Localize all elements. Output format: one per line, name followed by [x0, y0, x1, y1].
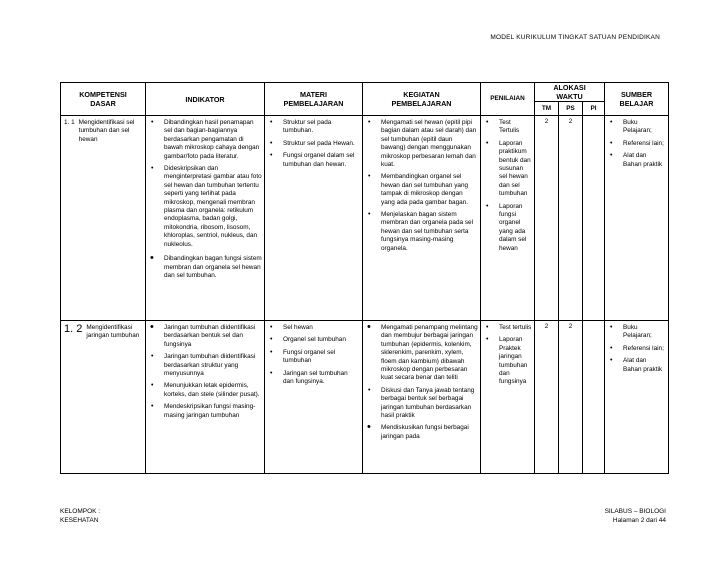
list-item: • Dideskripsikan dan menginterpretasi gambar atau foto sel hewan dan tumbuhan tertentu seperti yang terlihat pada mikroskop, mengenali membran plasma dan organela: retikulum endoplasma, badan golgi, mitokondria, ribosom, lisosom, khloroplas, sentriol, nukleus, dan nukleolus.	[148, 165, 262, 249]
list-item: • Referensi lain;	[607, 140, 666, 148]
list-item: • Mengamati sel hewan (epitil pipi bagian dalam atau sel darah) dan sel tumbuhan (epitil daun bawang) dengan menggunakan mikroskop perbesaran lemah dan kuat.	[365, 119, 478, 169]
column-alokasi-waktu: ALOKASI WAKTU	[535, 83, 605, 102]
list-item: • Sel hewan	[267, 324, 360, 332]
footer-right	[605, 507, 666, 525]
list-item: • Test Tertulis	[483, 119, 532, 136]
list-item: • Jaringan tumbuhan diidentifikasi berdasarkan bentuk sel dan fungsinya	[148, 324, 262, 349]
list-item: • Referensi lain;	[607, 345, 666, 353]
list-item: • Alat dan Bahan praktik	[607, 152, 666, 169]
list-item: • Jaringan tumbuhan diidentifikasi berdasarkan struktur yang menyusunnya	[148, 353, 262, 378]
column-indikator: INDIKATOR	[146, 83, 265, 116]
list-item: • Menjelaskan bagan sistem membran dan organela pada sel hewan dan sel tumbuhan serta fungsinya masing-masing organela.	[365, 211, 478, 253]
ps-value: 2	[568, 323, 573, 330]
footer-silabus: SILABUS – BIOLOGI	[604, 508, 666, 515]
list-item: • Jaringan sel tumbuhan dan fungsinya.	[267, 370, 360, 387]
list-item: • Membandingkan organel sel hewan dan sel tumbuhan yang tampak di mikroskop dengan yang ada pada gambar bagan.	[365, 173, 478, 207]
table-row	[61, 116, 669, 321]
list-item: • Struktur sel pada tumbuhan.	[267, 119, 360, 136]
table-row	[61, 321, 669, 474]
list-item: • Buku Pelajaran;	[607, 119, 666, 136]
column-kompetensi-dasar: KOMPETENSI DASAR	[61, 83, 146, 116]
syllabus-table	[60, 82, 669, 474]
list-item: • Mendeskripsikan fungsi masing-masing jaringan tumbuhan	[148, 403, 262, 420]
indikator-list	[146, 321, 264, 420]
list-item: • Laporan praktikum bentuk dan susunan sel hewan dan sel tumbuhan	[483, 140, 532, 199]
footer-kelompok-label: KELOMPOK :	[60, 508, 101, 515]
tm-value: 2	[544, 323, 549, 330]
penilaian-list	[481, 116, 534, 253]
materi-list	[265, 321, 362, 386]
list-item: • Alat dan Bahan praktik	[607, 357, 666, 374]
column-pi: PI	[583, 102, 605, 116]
list-item: • Fungsi organel sel tumbuhan	[267, 349, 360, 366]
ps-value: 2	[568, 118, 573, 125]
list-item: • Menunjukkan letak epidermis, korteks, dan stele (silinder pusat).	[148, 382, 262, 399]
kd-number: 1. 2	[64, 323, 83, 335]
list-item: • Organel sel tumbuhan	[267, 336, 360, 344]
tm-value: 2	[544, 118, 549, 125]
list-item: • Struktur sel pada Hewan.	[267, 140, 360, 148]
list-item: • Dibandingkan bagan fungsi sistem membran dan organela sel hewan dan sel tumbuhan.	[148, 255, 262, 280]
list-item: • Mendiskusikan fungsi berbagai jaringan pada	[365, 424, 478, 441]
kegiatan-list	[363, 321, 480, 441]
list-item: • Laporan Praktek jaringan tumbuhan dan fungsinya	[483, 336, 532, 386]
kd-number: 1. 1	[64, 119, 75, 126]
indikator-list	[146, 116, 264, 280]
kegiatan-list	[363, 116, 480, 253]
column-ps: PS	[559, 102, 583, 116]
column-sumber-belajar: SUMBER BELAJAR	[605, 83, 669, 116]
column-penilaian: PENILAIAN	[481, 83, 535, 116]
list-item: • Laporan fungsi organel yang ada dalam sel hewan	[483, 203, 532, 253]
list-item: • Mengamati penampang melintang dan membujur berbagai jaringan tumbuhan (epidermis, kolenkim, sklerenkim, parenkim, xylem, floem dan kambium) dibawah mikroskop dengan perbesaran kuat secara benar dan teliti	[365, 324, 478, 383]
footer-page-number: Halaman 2 dari 44	[612, 517, 666, 524]
materi-list	[265, 116, 362, 169]
penilaian-list	[481, 321, 534, 387]
column-kegiatan: KEGIATAN PEMBELAJARAN	[363, 83, 481, 116]
list-item: • Dibandingkan hasil penamapan sel dan bagian-bagiannya berdasarkan pengamatan di bawah mikroskop cahaya dengan gambar/foto pada literatur.	[148, 119, 262, 161]
pi-value	[583, 321, 604, 325]
list-item: • Diskusi dan Tanya jawab tentang berbagai bentuk sel berbagai jaringan tumbuhan berdasarkan hasil praktik	[365, 387, 478, 421]
list-item: • Buku Pelajaran;	[607, 324, 666, 341]
list-item: • Test tertulis	[483, 324, 532, 332]
sumber-list	[605, 116, 668, 169]
sumber-list	[605, 321, 668, 374]
document-header: MODEL KURIKULUM TINGKAT SATUAN PENDIDIKAN	[490, 34, 660, 41]
footer-left	[60, 507, 100, 525]
kd-text: Mengidentifikasi sel tumbuhan dan sel hewan	[78, 119, 135, 143]
kd-text: Mengidentifikasi jaringan tumbuhan	[86, 324, 140, 340]
footer-kelompok-value: KESEHATAN	[60, 517, 99, 524]
column-materi: MATERI PEMBELAJARAN	[265, 83, 363, 116]
column-tm: TM	[535, 102, 559, 116]
pi-value	[583, 116, 604, 120]
list-item: • Fungsi organel dalam sel tumbuhan dan hewan.	[267, 152, 360, 169]
